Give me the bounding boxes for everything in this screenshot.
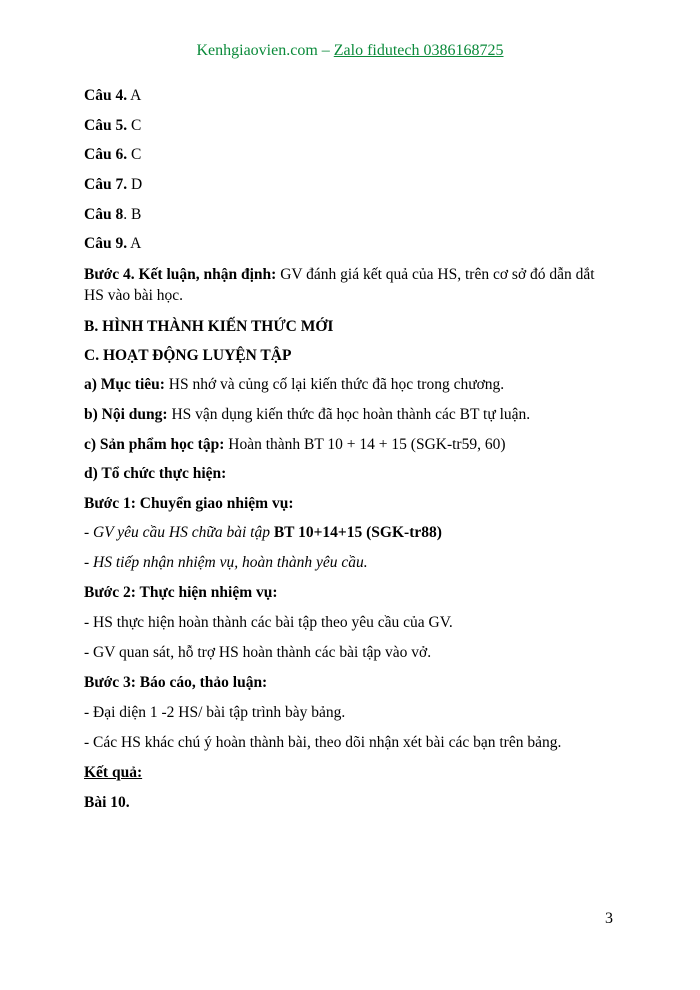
step-3-heading: Bước 3: Báo cáo, thảo luận: — [84, 674, 268, 691]
step-4-text: GV đánh giá kết quả của HS, trên cơ sở đó dẫn dắt HS vào bài học. — [84, 266, 595, 304]
step-1-line-1-italic: - GV yêu cầu HS chữa bài tập — [84, 524, 274, 541]
product-text: Hoàn thành BT 10 + 14 + 15 (SGK-tr59, 60) — [224, 436, 506, 453]
organization-heading: d) Tổ chức thực hiện: — [84, 465, 227, 482]
content-line — [84, 405, 530, 425]
step-2-heading: Bước 2: Thực hiện nhiệm vụ: — [84, 584, 278, 601]
answer-value: C — [127, 117, 142, 134]
step-2-line-1: - HS thực hiện hoàn thành các bài tập theo yêu cầu của GV. — [84, 614, 453, 631]
objective-line — [84, 375, 504, 395]
section-c-heading: C. HOẠT ĐỘNG LUYỆN TẬP — [84, 347, 292, 364]
step-3-line-2: - Các HS khác chú ý hoàn thành bài, theo dõi nhận xét bài các bạn trên bảng. — [84, 734, 562, 751]
header-site: Kenhgiaovien.com — [196, 42, 318, 59]
page-header — [0, 42, 700, 60]
header-contact-link[interactable]: Zalo fidutech 0386168725 — [333, 42, 504, 59]
answer-value: . B — [123, 206, 142, 223]
answer-value: A — [127, 235, 142, 252]
answer-label: Câu 4. — [84, 87, 128, 104]
product-label: c) Sản phẩm học tập: — [84, 436, 225, 453]
answer-label: Câu 8 — [84, 206, 124, 223]
step-4-label: Bước 4. Kết luận, nhận định: — [84, 266, 277, 283]
exercise-10-heading: Bài 10. — [84, 794, 130, 811]
answer-9 — [84, 234, 141, 254]
objective-text: HS nhớ và củng cố lại kiến thức đã học trong chương. — [164, 376, 505, 393]
step-1-heading: Bước 1: Chuyển giao nhiệm vụ: — [84, 495, 294, 512]
answer-value: D — [127, 176, 143, 193]
section-b-heading: B. HÌNH THÀNH KIẾN THỨC MỚI — [84, 318, 334, 335]
step-2-line-2: - GV quan sát, hỗ trợ HS hoàn thành các bài tập vào vở. — [84, 644, 432, 661]
answer-label: Câu 7. — [84, 176, 128, 193]
step-3-line-1: - Đại diện 1 -2 HS/ bài tập trình bày bảng. — [84, 704, 346, 721]
answer-5 — [84, 116, 141, 136]
objective-label: a) Mục tiêu: — [84, 376, 165, 393]
answer-4 — [84, 86, 141, 106]
step-1-line-1 — [84, 523, 442, 543]
answer-label: Câu 9. — [84, 235, 128, 252]
page-number: 3 — [605, 910, 613, 927]
content-label: b) Nội dung: — [84, 406, 168, 423]
answer-6 — [84, 145, 141, 165]
answer-7 — [84, 175, 142, 195]
answer-value: A — [127, 87, 142, 104]
result-heading: Kết quả: — [84, 764, 143, 781]
step-4-paragraph — [84, 264, 614, 306]
answer-8 — [84, 205, 141, 225]
header-separator: – — [317, 42, 334, 59]
answer-label: Câu 5. — [84, 117, 128, 134]
answer-label: Câu 6. — [84, 146, 128, 163]
step-1-line-1-bold: BT 10+14+15 (SGK-tr88) — [273, 524, 442, 541]
product-line — [84, 435, 506, 455]
step-1-line-2: - HS tiếp nhận nhiệm vụ, hoàn thành yêu cầu. — [84, 554, 368, 571]
content-text: HS vận dụng kiến thức đã học hoàn thành các BT tự luận. — [167, 406, 531, 423]
answer-value: C — [127, 146, 142, 163]
